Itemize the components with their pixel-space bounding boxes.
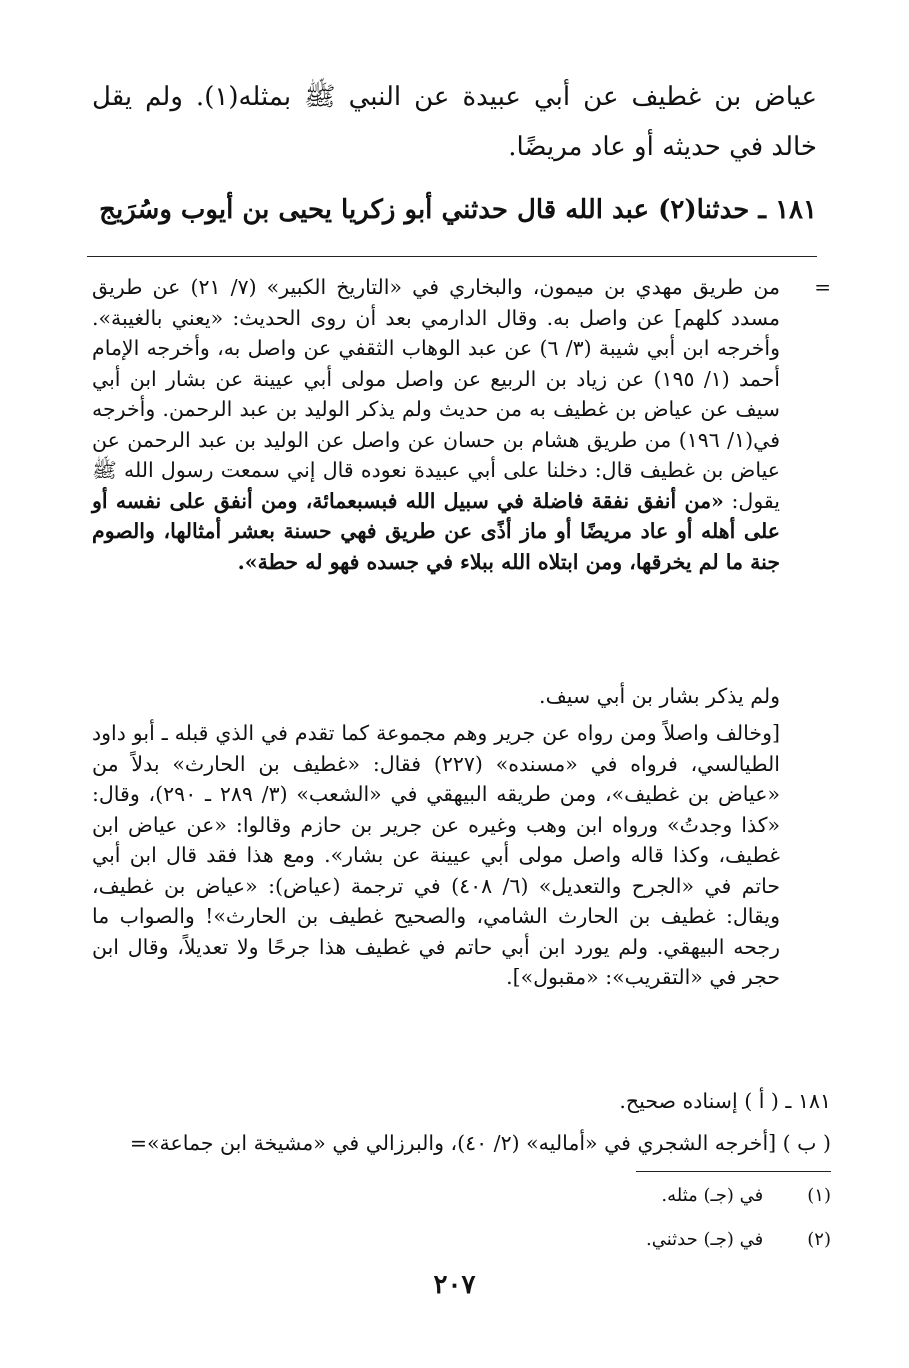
footnote-text-part1: من طريق مهدي بن ميمون، والبخاري في «التاريخ الكبير» (٧/ ٢١) عن طريق مسدد كلهم] عن واصل به. وقال الدارمي بعد أن روى الحديث: «يعني بالغيبة». وأخرجه ابن أبي شيبة (٣/ ٦) عن عبد الوهاب الثقفي عن واصل به، وأخرجه الإمام أحمد (١/ ١٩٥) عن زياد بن الربيع عن واصل مولى أبي عيينة عن بشار ابن أبي سيف عن عياض بن غطيف به من حديث ولم يذكر الوليد بن عبد الرحمن. وأخرجه في(١/ ١٩٦) من طريق هشام بن حسان عن واصل عن الوليد بن عبد الرحمن عن عياض بن غطيف قال: دخلنا على أبي عبيدة نعوده قال إني سمعت رسول الله ﷺ يقول: bbox=[92, 275, 781, 513]
footnote-line-181: ١٨١ ـ ( أ ) إسناده صحيح. bbox=[619, 1089, 831, 1113]
main-paragraph-2-hadith-181: ١٨١ ـ حدثنا(٢) عبد الله قال حدثني أبو زكريا يحيى بن أيوب وسُرَيج bbox=[99, 195, 817, 225]
footnote-separator-rule bbox=[87, 256, 817, 257]
footnote-text-part2: ولم يذكر بشار بن أبي سيف. bbox=[539, 684, 780, 708]
main-paragraph-1: عياض بن غطيف عن أبي عبيدة عن النبي ﷺ بمثله(١). ولم يقل خالد في حديثه أو عاد مريضًا. bbox=[92, 82, 817, 162]
continuation-mark: = bbox=[814, 275, 831, 299]
page-note-text: في (جـ) حدثني. bbox=[646, 1229, 764, 1250]
footnote-hadith-quote: «من أنفق نفقة فاضلة في سبيل الله فبسبعمائة، ومن أنفق على نفسه أو على أهله أو عاد مريضًا أو ماز أذًى عن طريق فهي حسنة بعشر أمثالها، والصوم جنة ما لم يخرقها، ومن ابتلاه الله ببلاء في جسده فهو له حطة». bbox=[92, 488, 780, 574]
page-note-number: (٢) bbox=[807, 1229, 831, 1250]
page-note-2 bbox=[91, 1227, 831, 1253]
page-note-number: (١) bbox=[807, 1185, 831, 1206]
footnote-text-part3: [وخالف واصلاً ومن رواه عن جرير وهم مجموعة كما تقدم في الذي قبله ـ أبو داود الطيالسي، فرواه في «مسنده» (٢٢٧) فقال: «غطيف بن الحارث» بدلاً من «عياض بن غطيف»، ومن طريقه البيهقي في «الشعب» (٣/ ٢٨٩ ـ ٢٩٠)، وقال: «كذا وجدتُ» ورواه ابن وهب وغيره عن جرير بن حازم وقالوا: «عن عياض ابن غطيف، وكذا قاله واصل مولى أبي عيينة عن بشار». ومع هذا فقد قال ابن أبي حاتم في «الجرح والتعديل» (٦/ ٤٠٨) في ترجمة (عياض): «عياض بن غطيف، ويقال: غطيف بن الحارث الشامي، والصحيح غطيف بن الحارث»! والصواب ما رجحه البيهقي. ولم يورد ابن أبي حاتم في غطيف هذا جرحًا ولا تعديلاً، وقال ابن حجر في «التقريب»: «مقبول»]. bbox=[92, 721, 780, 989]
page-number: ٢٠٧ bbox=[433, 1270, 476, 1300]
footnote-line-b: ( ب ) [أخرجه الشجري في «أماليه» (٢/ ٤٠)، والبرزالي في «مشيخة ابن جماعة»= bbox=[129, 1131, 831, 1155]
page-note-text: في (جـ) مثله. bbox=[661, 1185, 764, 1206]
footnote-takhrij-block bbox=[92, 272, 780, 577]
page-notes-separator-rule bbox=[636, 1171, 831, 1172]
page-note-1 bbox=[91, 1183, 831, 1209]
